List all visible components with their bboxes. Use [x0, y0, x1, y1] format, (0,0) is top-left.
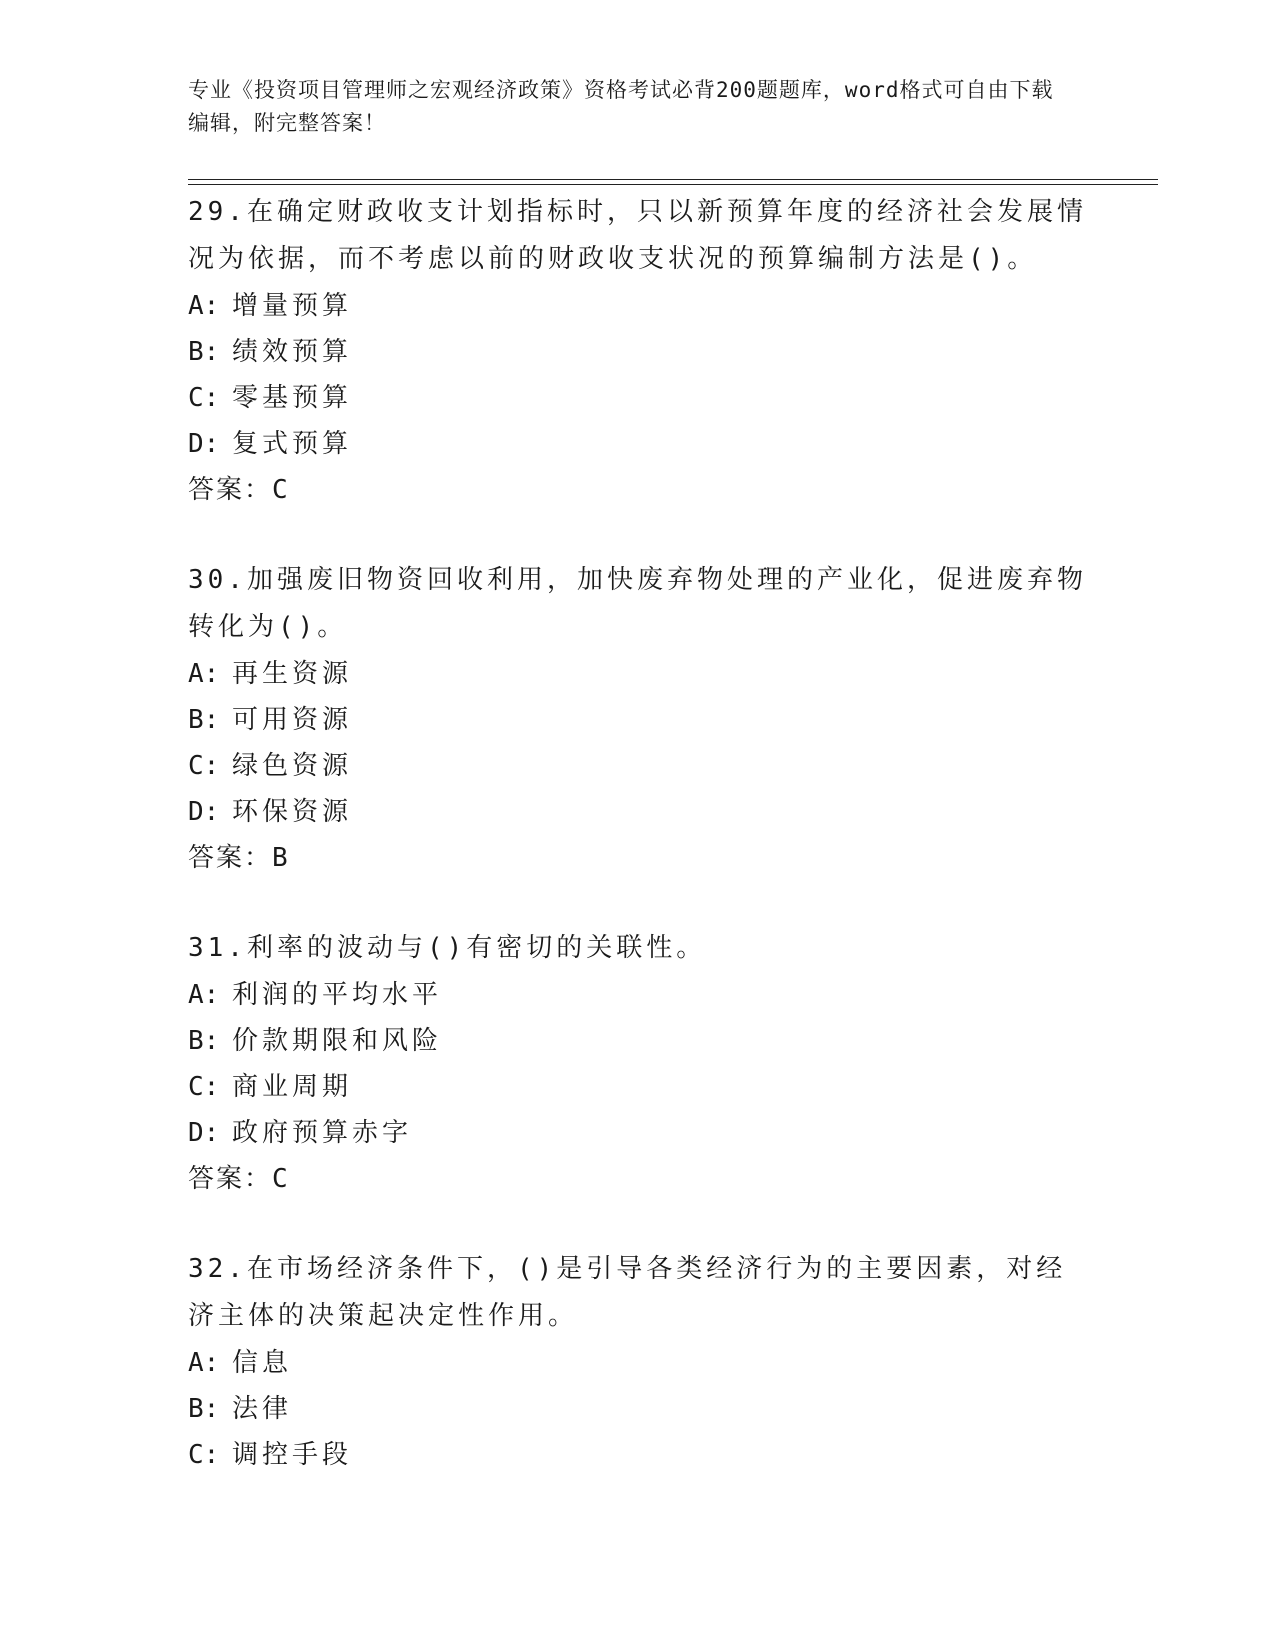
option-letter: D: — [188, 1118, 220, 1148]
question-stem: 31.利率的波动与()有密切的关联性。 — [188, 933, 707, 963]
option-letter: D: — [188, 797, 220, 827]
answer-line: 答案：B — [188, 843, 290, 873]
option-b — [188, 1386, 1088, 1432]
option-text: 零基预算 — [232, 383, 353, 413]
question-stem: 32.在市场经济条件下，()是引导各类经济行为的主要因素，对经济主体的决策起决定性作用。 — [188, 1254, 1067, 1331]
option-text: 环保资源 — [232, 797, 353, 827]
option-text: 商业周期 — [232, 1072, 353, 1102]
question-30 — [188, 557, 1088, 881]
option-d — [188, 1110, 1088, 1156]
option-a — [188, 283, 1088, 329]
option-b — [188, 329, 1088, 375]
option-c — [188, 375, 1088, 421]
option-text: 绩效预算 — [232, 337, 353, 367]
option-b — [188, 1018, 1088, 1064]
option-a — [188, 972, 1088, 1018]
question-stem: 30.加强废旧物资回收利用，加快废弃物处理的产业化，促进废弃物转化为()。 — [188, 565, 1087, 642]
option-text: 绿色资源 — [232, 751, 353, 781]
option-text: 再生资源 — [232, 659, 353, 689]
option-letter: B: — [188, 1394, 220, 1424]
answer-line: 答案：C — [188, 475, 290, 505]
option-d — [188, 789, 1088, 835]
header-divider-bottom — [188, 184, 1158, 185]
option-text: 价款期限和风险 — [232, 1026, 443, 1056]
option-text: 增量预算 — [232, 291, 353, 321]
option-letter: A: — [188, 291, 220, 321]
option-text: 法律 — [232, 1394, 293, 1424]
option-c — [188, 743, 1088, 789]
answer-line: 答案：C — [188, 1164, 290, 1194]
option-letter: B: — [188, 337, 220, 367]
option-c — [188, 1432, 1088, 1478]
question-32 — [188, 1246, 1088, 1478]
option-letter: A: — [188, 980, 220, 1010]
option-letter: B: — [188, 1026, 220, 1056]
option-a — [188, 1340, 1088, 1386]
option-a — [188, 651, 1088, 697]
question-31 — [188, 925, 1088, 1202]
header-divider-top — [188, 179, 1158, 180]
option-text: 利润的平均水平 — [232, 980, 443, 1010]
option-letter: C: — [188, 1072, 220, 1102]
option-letter: C: — [188, 1440, 220, 1470]
question-list — [188, 189, 1088, 1522]
option-letter: C: — [188, 383, 220, 413]
option-letter: A: — [188, 659, 220, 689]
option-text: 复式预算 — [232, 429, 353, 459]
question-stem: 29.在确定财政收支计划指标时，只以新预算年度的经济社会发展情况为依据，而不考虑以前的财政收支状况的预算编制方法是()。 — [188, 197, 1087, 274]
option-b — [188, 697, 1088, 743]
option-letter: A: — [188, 1348, 220, 1378]
option-letter: B: — [188, 705, 220, 735]
option-c — [188, 1064, 1088, 1110]
option-letter: C: — [188, 751, 220, 781]
question-29 — [188, 189, 1088, 513]
option-text: 政府预算赤字 — [232, 1118, 413, 1148]
option-text: 可用资源 — [232, 705, 353, 735]
option-letter: D: — [188, 429, 220, 459]
document-intro: 专业《投资项目管理师之宏观经济政策》资格考试必背200题题库，word格式可自由下载编辑，附完整答案！ — [188, 78, 1054, 135]
option-d — [188, 421, 1088, 467]
option-text: 调控手段 — [232, 1440, 353, 1470]
option-text: 信息 — [232, 1348, 293, 1378]
